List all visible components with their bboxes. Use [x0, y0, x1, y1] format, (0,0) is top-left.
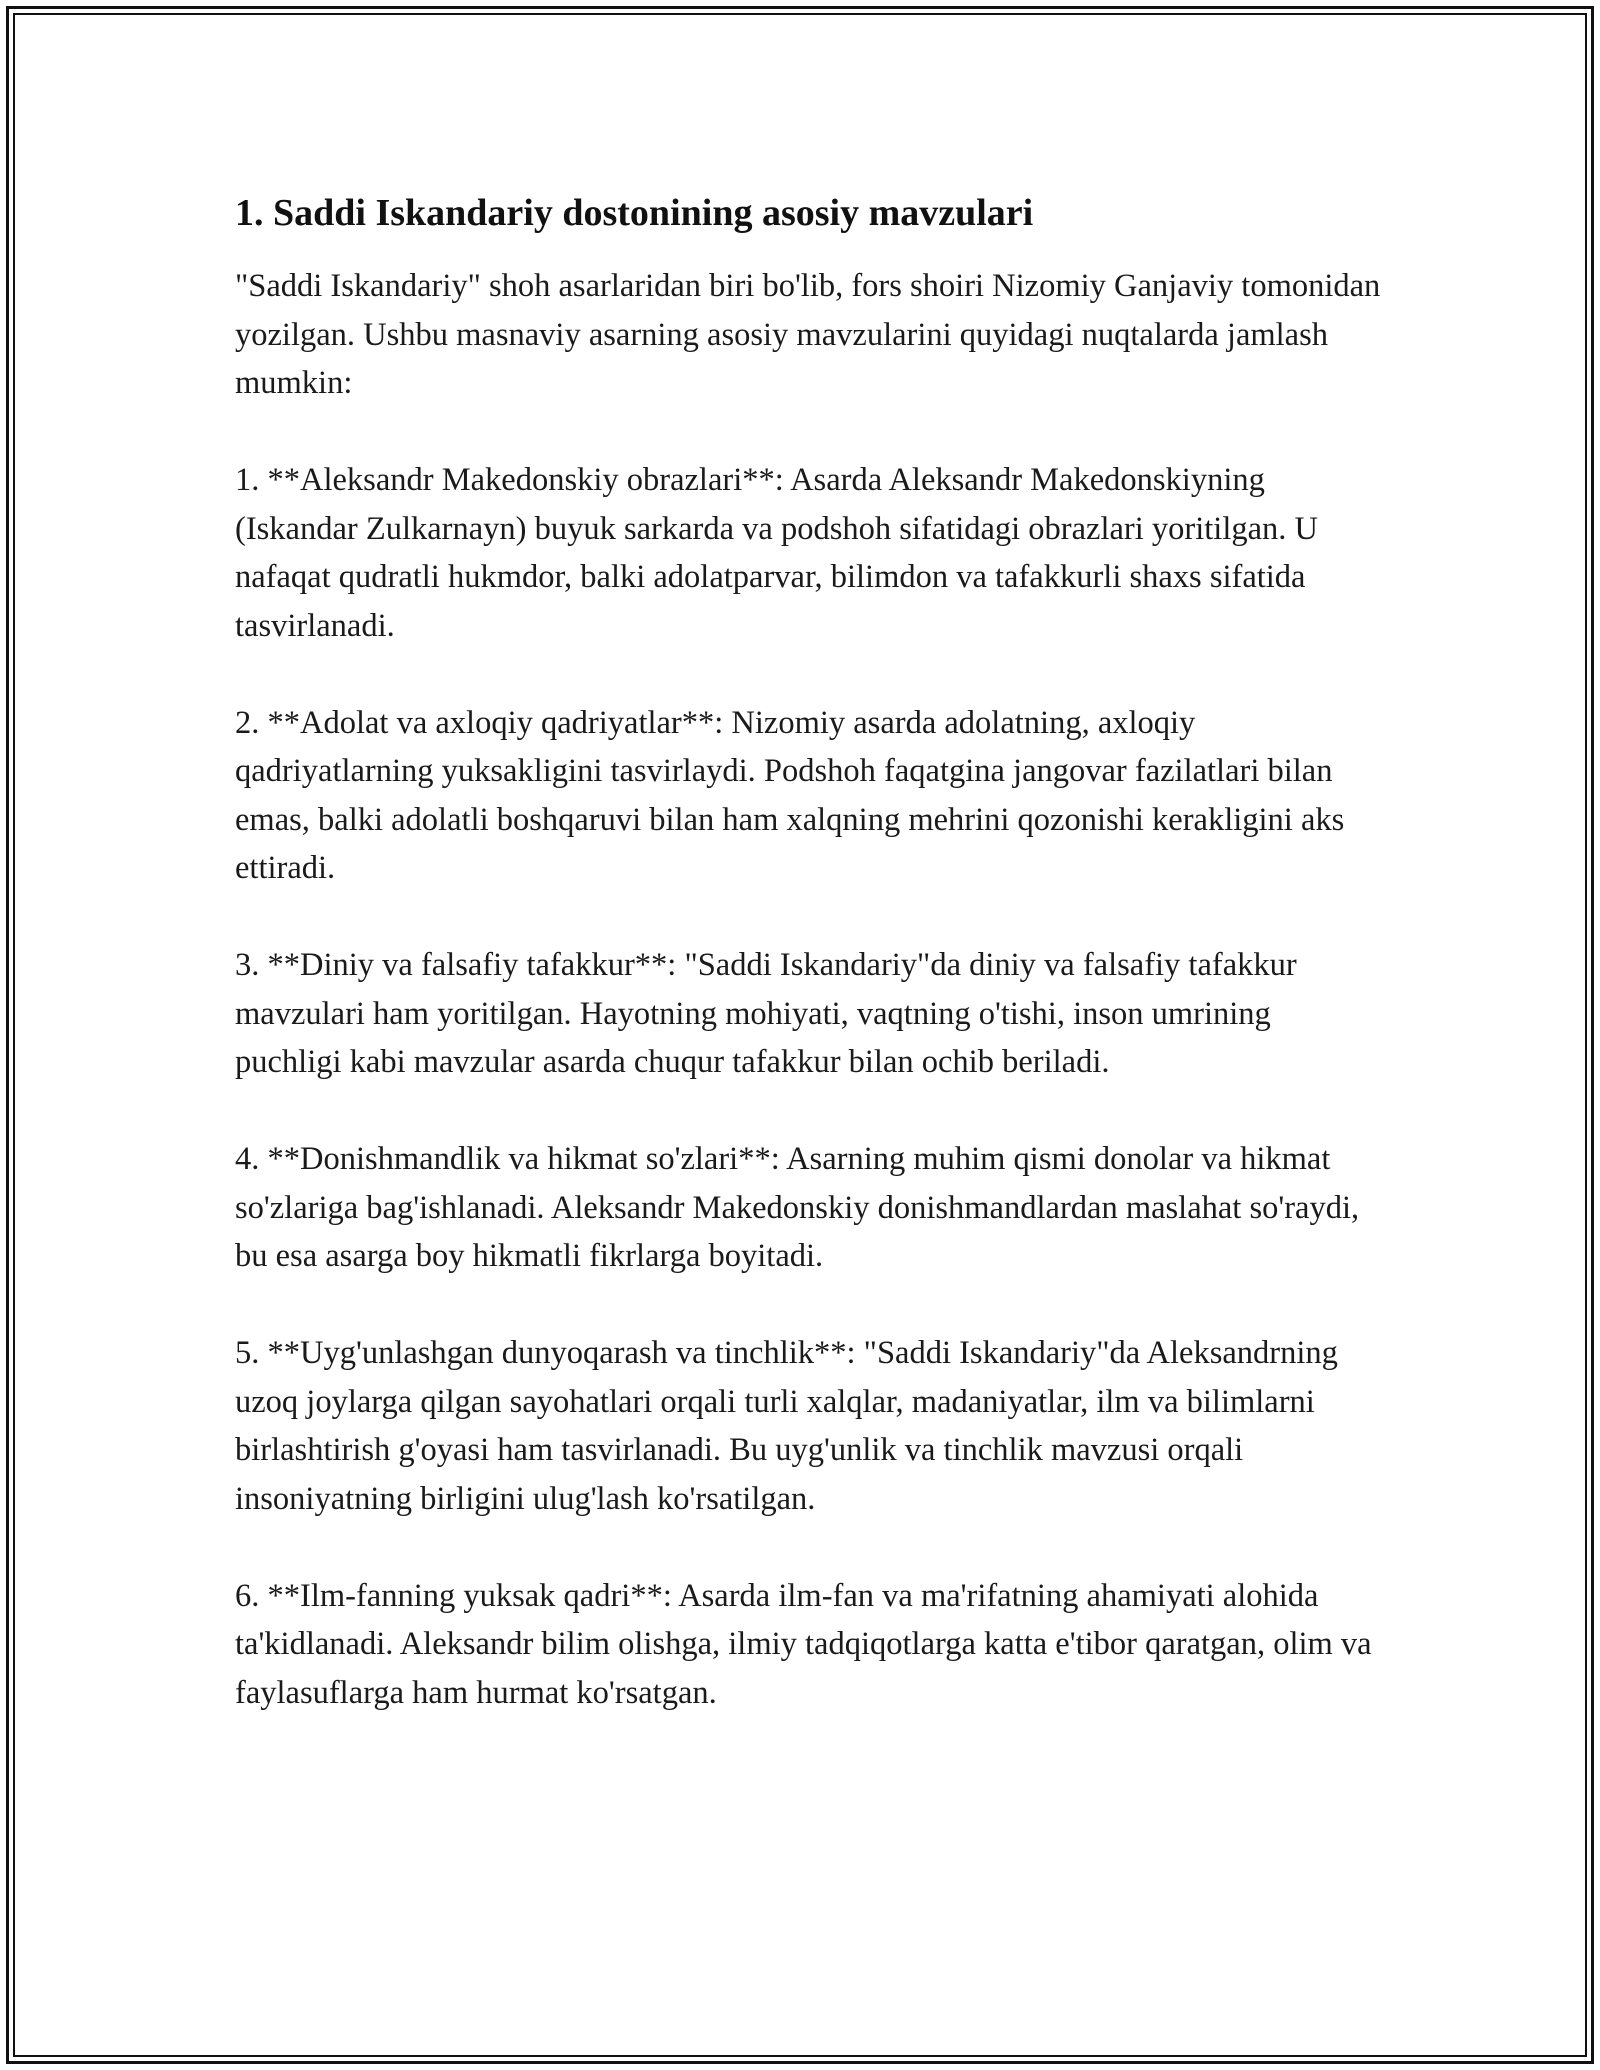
document-body [235, 188, 1385, 1766]
theme-item-5: 5. **Uyg'unlashgan dunyoqarash va tinchlik**: "Saddi Iskandariy"da Aleksandrning uzoq joylarga qilgan sayohatlari orqali turli xalqlar, madaniyatlar, ilm va bilimlarni birlashtirish g'oyasi ham tasvirlanadi. Bu uyg'unlik va tinchlik mavzusi orqali insoniyatning birligini ulug'lash ko'rsatilgan. [235, 1335, 1338, 1517]
theme-item-2: 2. **Adolat va axloqiy qadriyatlar**: Nizomiy asarda adolatning, axloqiy qadriyatlarning yuksakligini tasvirlaydi. Podshoh faqatgina jangovar fazilatlari bilan emas, balki adolatli boshqaruvi bilan ham xalqning mehrini qozonishi kerakligini aks ettiradi. [235, 704, 1345, 886]
document-title: 1. Saddi Iskandariy dostonining asosiy mavzulari [235, 192, 1034, 234]
theme-item-3: 3. **Diniy va falsafiy tafakkur**: "Saddi Iskandariy"da diniy va falsafiy tafakkur mavzulari ham yoritilgan. Hayotning mohiyati, vaqtning o'tishi, inson umrining puchligi kabi mavzular asarda chuqur tafakkur bilan ochib beriladi. [235, 947, 1297, 1080]
intro-paragraph: "Saddi Iskandariy" shoh asarlaridan biri bo'lib, fors shoiri Nizomiy Ganjaviy tomonidan yozilgan. Ushbu masnaviy asarning asosiy mavzularini quyidagi nuqtalarda jamlash mumkin: [235, 268, 1381, 401]
theme-item-1: 1. **Aleksandr Makedonskiy obrazlari**: Asarda Aleksandr Makedonskiyning (Iskandar Zulkarnayn) buyuk sarkarda va podshoh sifatidagi obrazlari yoritilgan. U nafaqat qudratli hukmdor, balki adolatparvar, bilimdon va tafakkurli shaxs sifatida tasvirlanadi. [235, 462, 1318, 644]
theme-item-4: 4. **Donishmandlik va hikmat so'zlari**: Asarning muhim qismi donolar va hikmat so'zlariga bag'ishlanadi. Aleksandr Makedonskiy donishmandlardan maslahat so'raydi, bu esa asarga boy hikmatli fikrlarga boyitadi. [235, 1141, 1360, 1274]
theme-item-6: 6. **Ilm-fanning yuksak qadri**: Asarda ilm-fan va ma'rifatning ahamiyati alohida ta'kidlanadi. Aleksandr bilim olishga, ilmiy tadqiqotlarga katta e'tibor qaratgan, olim va faylasuflarga ham hurmat ko'rsatgan. [235, 1577, 1372, 1711]
